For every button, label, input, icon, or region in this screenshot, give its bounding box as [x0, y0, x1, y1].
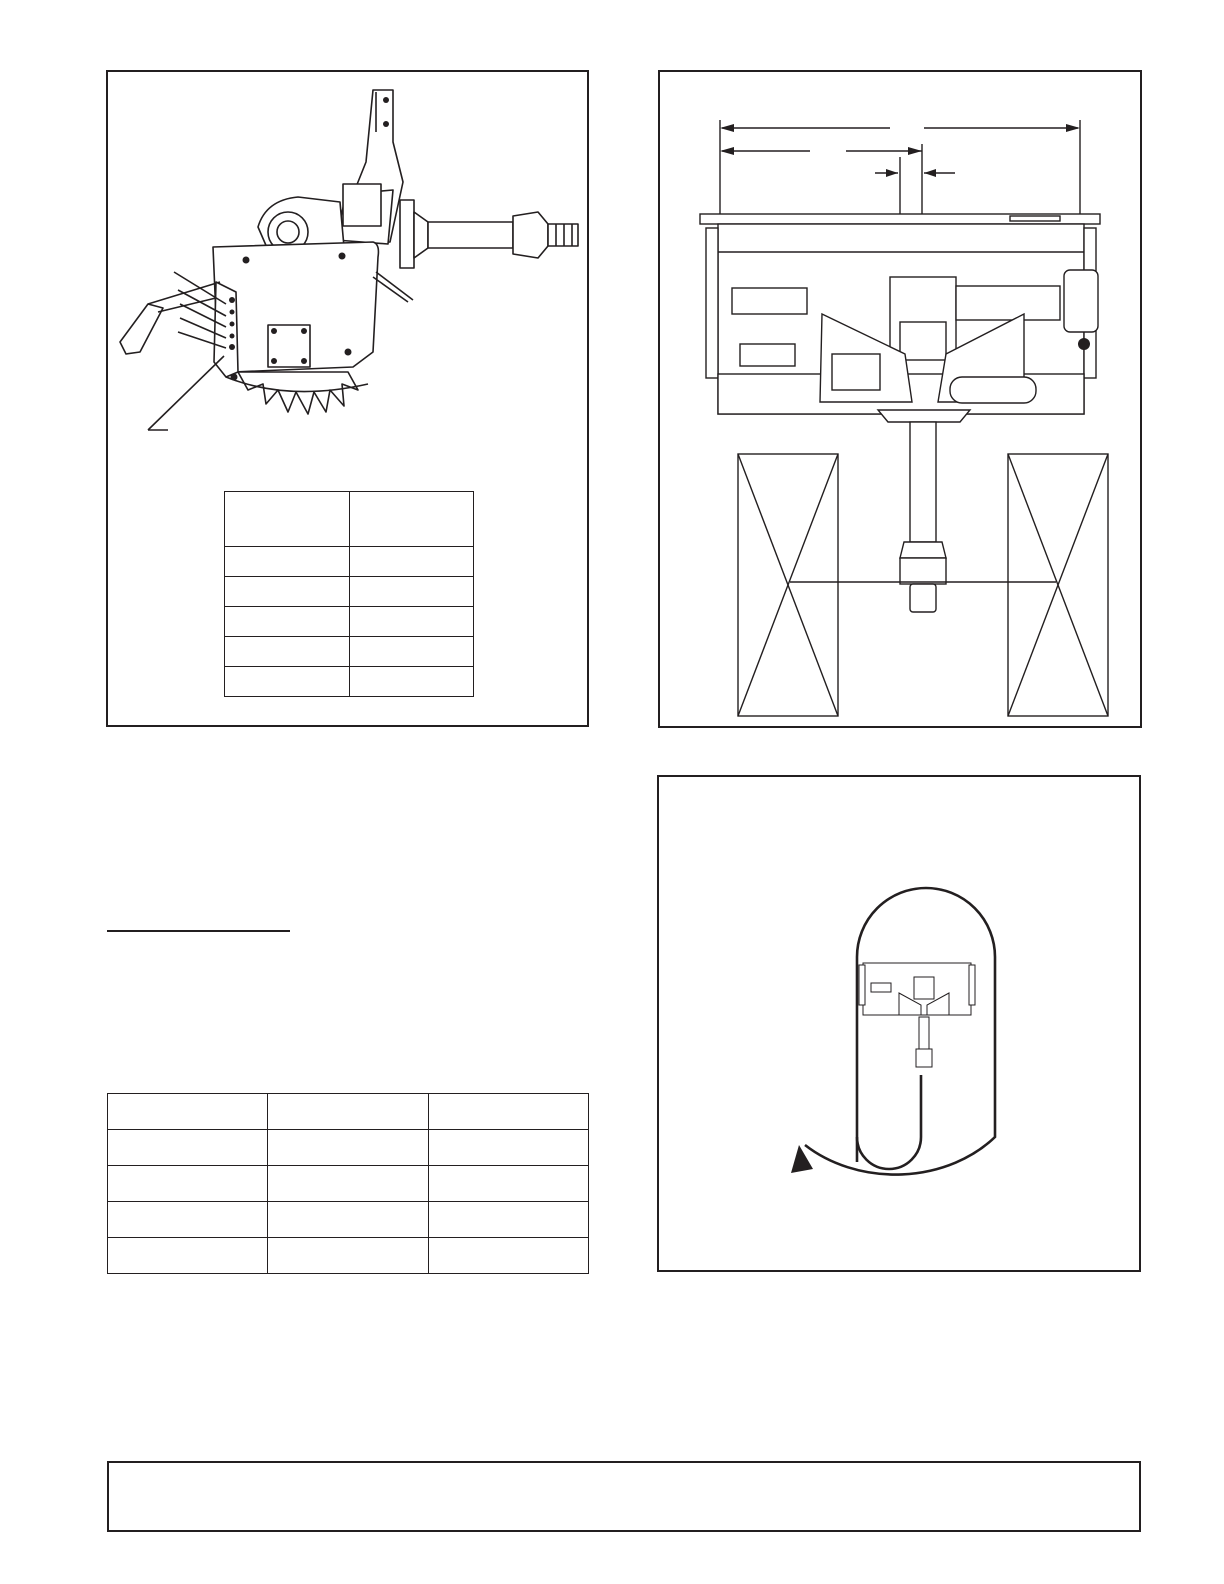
footer-note-box [107, 1461, 1141, 1532]
position-table-header-cell [225, 492, 350, 547]
spec-table-cell [268, 1166, 428, 1202]
spec-table [107, 1093, 589, 1274]
spec-table-cell [108, 1130, 268, 1166]
position-table-header-cell [349, 492, 474, 547]
spec-table-cell [268, 1238, 428, 1274]
rake-top-view-illustration [660, 72, 1140, 726]
section-heading-underline [107, 930, 290, 932]
spec-table-cell [268, 1202, 428, 1238]
turning-diagram-illustration [659, 777, 1139, 1270]
position-table-cell [225, 577, 350, 607]
spec-table-cell [108, 1094, 268, 1130]
position-table [224, 491, 474, 697]
spec-table-cell [268, 1094, 428, 1130]
spec-table-cell [428, 1130, 588, 1166]
spec-table-cell [428, 1094, 588, 1130]
position-table-cell [349, 547, 474, 577]
spec-table-cell [108, 1238, 268, 1274]
position-table-cell [225, 667, 350, 697]
figure-turning-diagram [657, 775, 1141, 1272]
spec-table-cell [108, 1166, 268, 1202]
position-table-cell [349, 637, 474, 667]
position-table-cell [225, 637, 350, 667]
spec-table-cell [268, 1130, 428, 1166]
position-table-cell [349, 607, 474, 637]
position-table-cell [225, 547, 350, 577]
spec-table-cell [428, 1202, 588, 1238]
spec-table-cell [428, 1238, 588, 1274]
position-table-cell [349, 667, 474, 697]
spec-table-cell [428, 1166, 588, 1202]
position-table-cell [225, 607, 350, 637]
figure-top-view [658, 70, 1142, 728]
position-table-cell [349, 577, 474, 607]
spec-table-cell [108, 1202, 268, 1238]
figure-side-view [106, 70, 589, 727]
